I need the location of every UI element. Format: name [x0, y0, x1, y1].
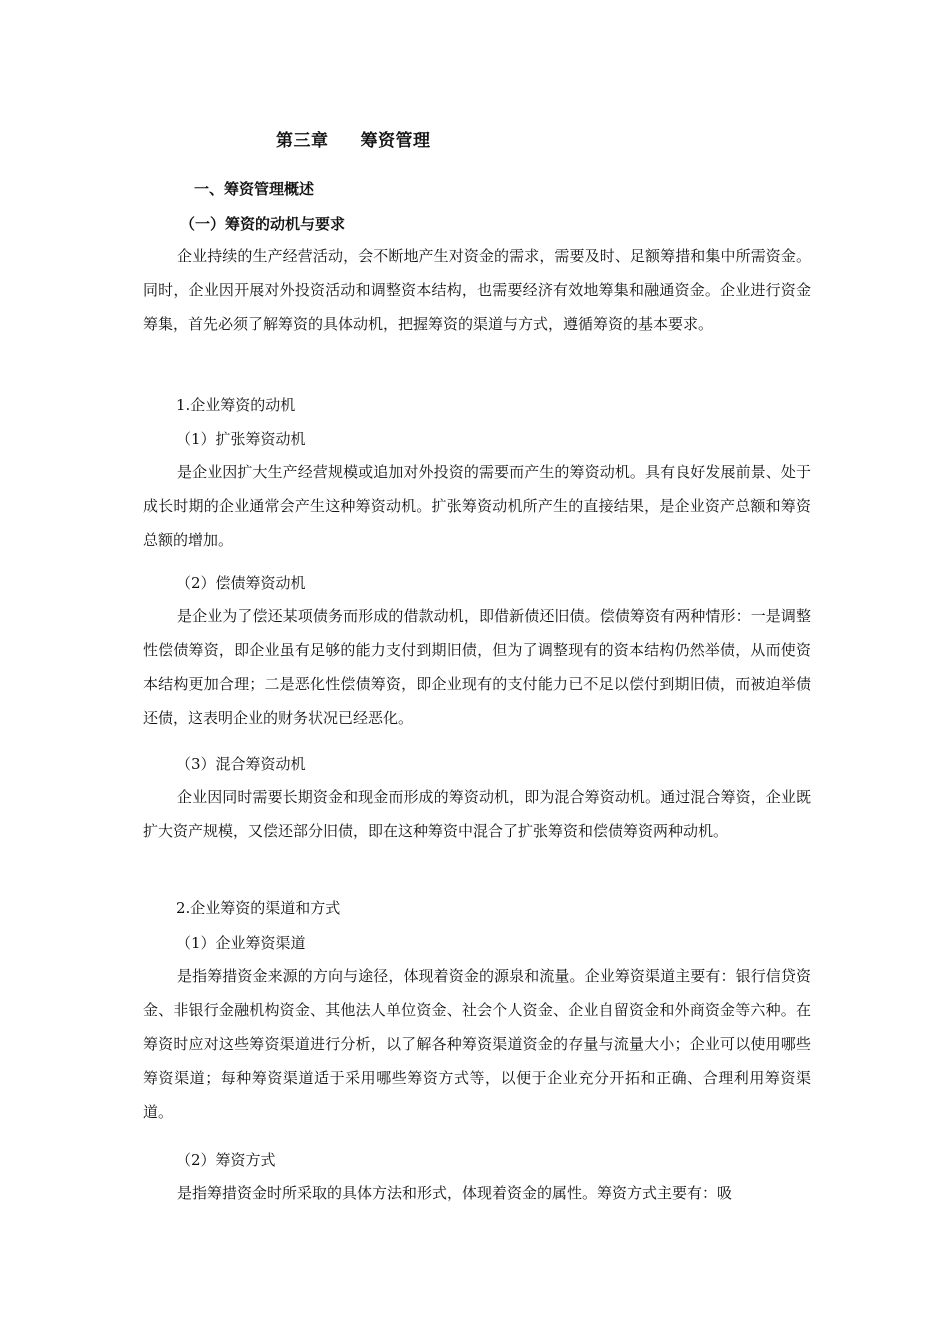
- expansion-motive-heading: （1）扩张筹资动机: [176, 430, 306, 448]
- chapter-number: 第三章: [276, 131, 329, 151]
- mixed-motive-paragraph: 企业因同时需要长期资金和现金而形成的筹资动机，即为混合筹资动机。通过混合筹资，企业既扩大资产规模，又偿还部分旧债，即在这种筹资中混合了扩张筹资和偿债筹资两种动机。: [143, 788, 811, 840]
- channel-paragraph: 是指筹措资金来源的方向与途径，体现着资金的源泉和流量。企业筹资渠道主要有：银行信贷资金、非银行金融机构资金、其他法人单位资金、社会个人资金、企业自留资金和外商资金等六种。在筹资时应对这些筹资渠道进行分析，以了解各种筹资渠道资金的存量与流量大小；企业可以使用哪些筹资渠道；每种筹资渠道适于采用哪些筹资方式等，以便于企业充分开拓和正确、合理利用筹资渠道。: [143, 967, 811, 1121]
- section-heading: 一、筹资管理概述: [194, 180, 315, 198]
- method-subheading: （2）筹资方式: [176, 1151, 276, 1169]
- motives-heading: 1.企业筹资的动机: [176, 396, 296, 414]
- mixed-motive-heading: （3）混合筹资动机: [176, 755, 306, 773]
- subsection-heading: （一）筹资的动机与要求: [180, 215, 346, 233]
- chapter-title: [276, 126, 431, 151]
- intro-paragraph: 企业持续的生产经营活动，会不断地产生对资金的需求，需要及时、足额筹措和集中所需资金。同时，企业因开展对外投资活动和调整资本结构，也需要经济有效地筹集和融通资金。企业进行资金筹集，首先必须了解筹资的具体动机，把握筹资的渠道与方式，遵循筹资的基本要求。: [143, 247, 811, 333]
- method-paragraph: 是指筹措资金时所采取的具体方法和形式，体现着资金的属性。筹资方式主要有：吸: [177, 1184, 733, 1202]
- repayment-motive-paragraph: 是企业为了偿还某项债务而形成的借款动机，即借新债还旧债。偿债筹资有两种情形：一是调整性偿债筹资，即企业虽有足够的能力支付到期旧债，但为了调整现有的资本结构仍然举债，从而使资本结构更加合理；二是恶化性偿债筹资，即企业现有的支付能力已不足以偿付到期旧债，而被迫举债还债，这表明企业的财务状况已经恶化。: [143, 607, 811, 727]
- channels-heading: 2.企业筹资的渠道和方式: [176, 899, 341, 917]
- repayment-motive-heading: （2）偿债筹资动机: [176, 574, 306, 592]
- channel-subheading: （1）企业筹资渠道: [176, 934, 306, 952]
- chapter-name: 筹资管理: [360, 131, 431, 151]
- expansion-motive-paragraph: 是企业因扩大生产经营规模或追加对外投资的需要而产生的筹资动机。具有良好发展前景、处于成长时期的企业通常会产生这种筹资动机。扩张筹资动机所产生的直接结果，是企业资产总额和筹资总额的增加。: [143, 463, 811, 549]
